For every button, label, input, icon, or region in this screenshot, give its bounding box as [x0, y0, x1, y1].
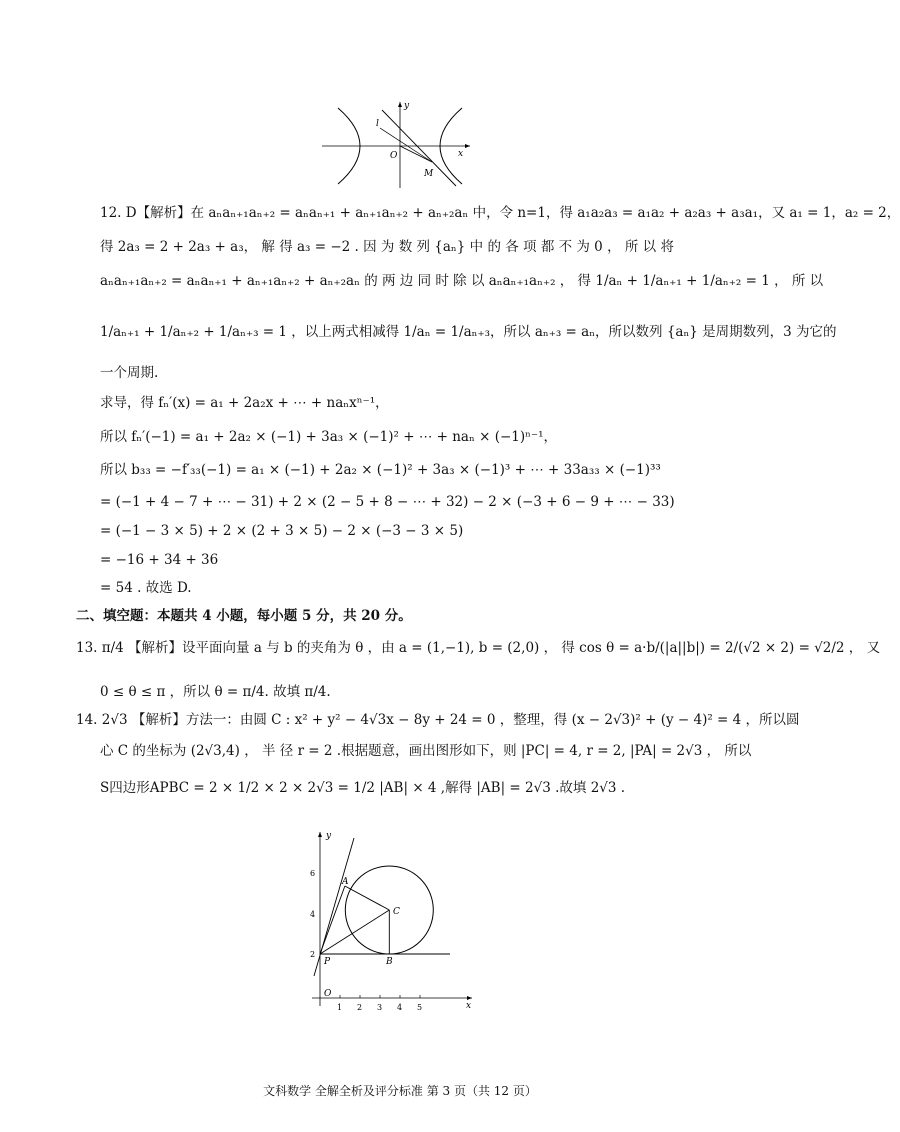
p12-line6: 求导，得 fₙ′(x) = a₁ + 2a₂x + ⋯ + naₙxⁿ⁻¹，: [100, 395, 389, 411]
fig2-c-label: C: [393, 907, 400, 917]
p12-line8: 所以 b₃₃ = −f′₃₃(−1) = a₁ × (−1) + 2a₂ × (−1)² + 3a₃ × (−1)³ + ⋯ + 33a₃₃ × (−1)³³: [100, 462, 661, 478]
fig2-xtick-5: 5: [417, 1003, 423, 1012]
fig2-xtick-2: 2: [357, 1003, 363, 1012]
p13-line2: 0 ≤ θ ≤ π ，所以 θ = π/4. 故填 π/4.: [100, 684, 331, 700]
fig1-y-label: y: [404, 101, 410, 111]
p12-line9: = (−1 + 4 − 7 + ⋯ − 31) + 2 × (2 − 5 + 8 − ⋯ + 32) − 2 × (−3 + 6 − 9 + ⋯ − 33): [100, 494, 675, 510]
p12-line10: = (−1 − 3 × 5) + 2 × (2 + 3 × 5) − 2 × (−3 − 3 × 5): [100, 523, 464, 539]
p12-line3: aₙaₙ₊₁aₙ₊₂ = aₙaₙ₊₁ + aₙ₊₁aₙ₊₂ + aₙ₊₂aₙ 的 两 边 同 时 除 以 aₙaₙ₊₁aₙ₊₂ ， 得 1/aₙ + 1/aₙ₊₁ + 1/aₙ₊₂ = 1 ， 所 以: [100, 273, 824, 289]
fig1-x-label: x: [458, 149, 464, 159]
p14-line3: S四边形APBC = 2 × 1/2 × 2 × 2√3 = 1/2 |AB| × 4 ,解得 |AB| = 2√3 .故填 2√3 .: [100, 780, 626, 796]
fig2-xtick-1: 1: [337, 1003, 343, 1012]
p12-line1: 12. D【解析】在 aₙaₙ₊₁aₙ₊₂ = aₙaₙ₊₁ + aₙ₊₁aₙ₊₂ + aₙ₊₂aₙ 中，令 n=1，得 a₁a₂a₃ = a₁a₂ + a₂a₃ + a₃a₁，又 a₁ = 1，a₂ = 2，: [100, 205, 900, 221]
fig2-p-label: P: [324, 957, 331, 967]
fig2-x-label: x: [466, 1001, 472, 1011]
fig2-ytick-2: 2: [310, 950, 316, 959]
fig1-origin-label: O: [390, 151, 398, 161]
circle-tangent-figure: [300, 826, 480, 1016]
fig2-xtick-3: 3: [377, 1003, 383, 1012]
p14-line1: 14. 2√3 【解析】方法一：由圆 C : x² + y² − 4√3x − 8y + 24 = 0 ，整理，得 (x − 2√3)² + (y − 4)² = 4 ，所以圆: [76, 712, 800, 728]
hyperbola-figure: [320, 98, 480, 190]
fig2-y-label: y: [326, 831, 332, 841]
p13-line1: 13. π/4 【解析】设平面向量 a 与 b 的夹角为 θ ，由 a = (1,−1), b = (2,0) ， 得 cos θ = a·b/(|a||b|) = 2/(√2 × 2) = √2/2 ， 又: [76, 640, 881, 656]
section-heading: 二、填空题：本题共 4 小题，每小题 5 分，共 20 分。: [76, 608, 412, 624]
fig2-xtick-4: 4: [397, 1003, 403, 1012]
fig2-ytick-6: 6: [310, 869, 316, 878]
fig2-origin-label: O: [324, 989, 332, 999]
p12-line7: 所以 fₙ′(−1) = a₁ + 2a₂ × (−1) + 3a₃ × (−1)² + ⋯ + naₙ × (−1)ⁿ⁻¹，: [100, 429, 558, 445]
p14-line2: 心 C 的坐标为 (2√3,4) ， 半 径 r = 2 .根据题意，画出图形如下，则 |PC| = 4, r = 2, |PA| = 2√3 ， 所以: [100, 743, 752, 759]
fig2-ytick-4: 4: [310, 910, 316, 919]
fig2-b-label: B: [386, 957, 393, 967]
p12-line2: 得 2a₃ = 2 + 2a₃ + a₃， 解 得 a₃ = −2 . 因 为 数 列 {aₙ} 中 的 各 项 都 不 为 0 ， 所 以 将: [100, 239, 674, 255]
fig1-l-label: l: [376, 119, 379, 129]
page-footer: 文科数学 全解全析及评分标准 第 3 页（共 12 页）: [263, 1084, 537, 1098]
p12-line12: = 54 . 故选 D.: [100, 580, 192, 596]
p12-line11: = −16 + 34 + 36: [100, 552, 219, 568]
fig1-m-label: M: [424, 169, 434, 179]
p12-line5: 一个周期.: [100, 365, 159, 381]
p12-line4: 1/aₙ₊₁ + 1/aₙ₊₂ + 1/aₙ₊₃ = 1 ，以上两式相减得 1/aₙ = 1/aₙ₊₃，所以 aₙ₊₃ = aₙ，所以数列 {aₙ} 是周期数列，3 为它的: [100, 324, 837, 340]
fig2-a-label: A: [342, 877, 349, 887]
